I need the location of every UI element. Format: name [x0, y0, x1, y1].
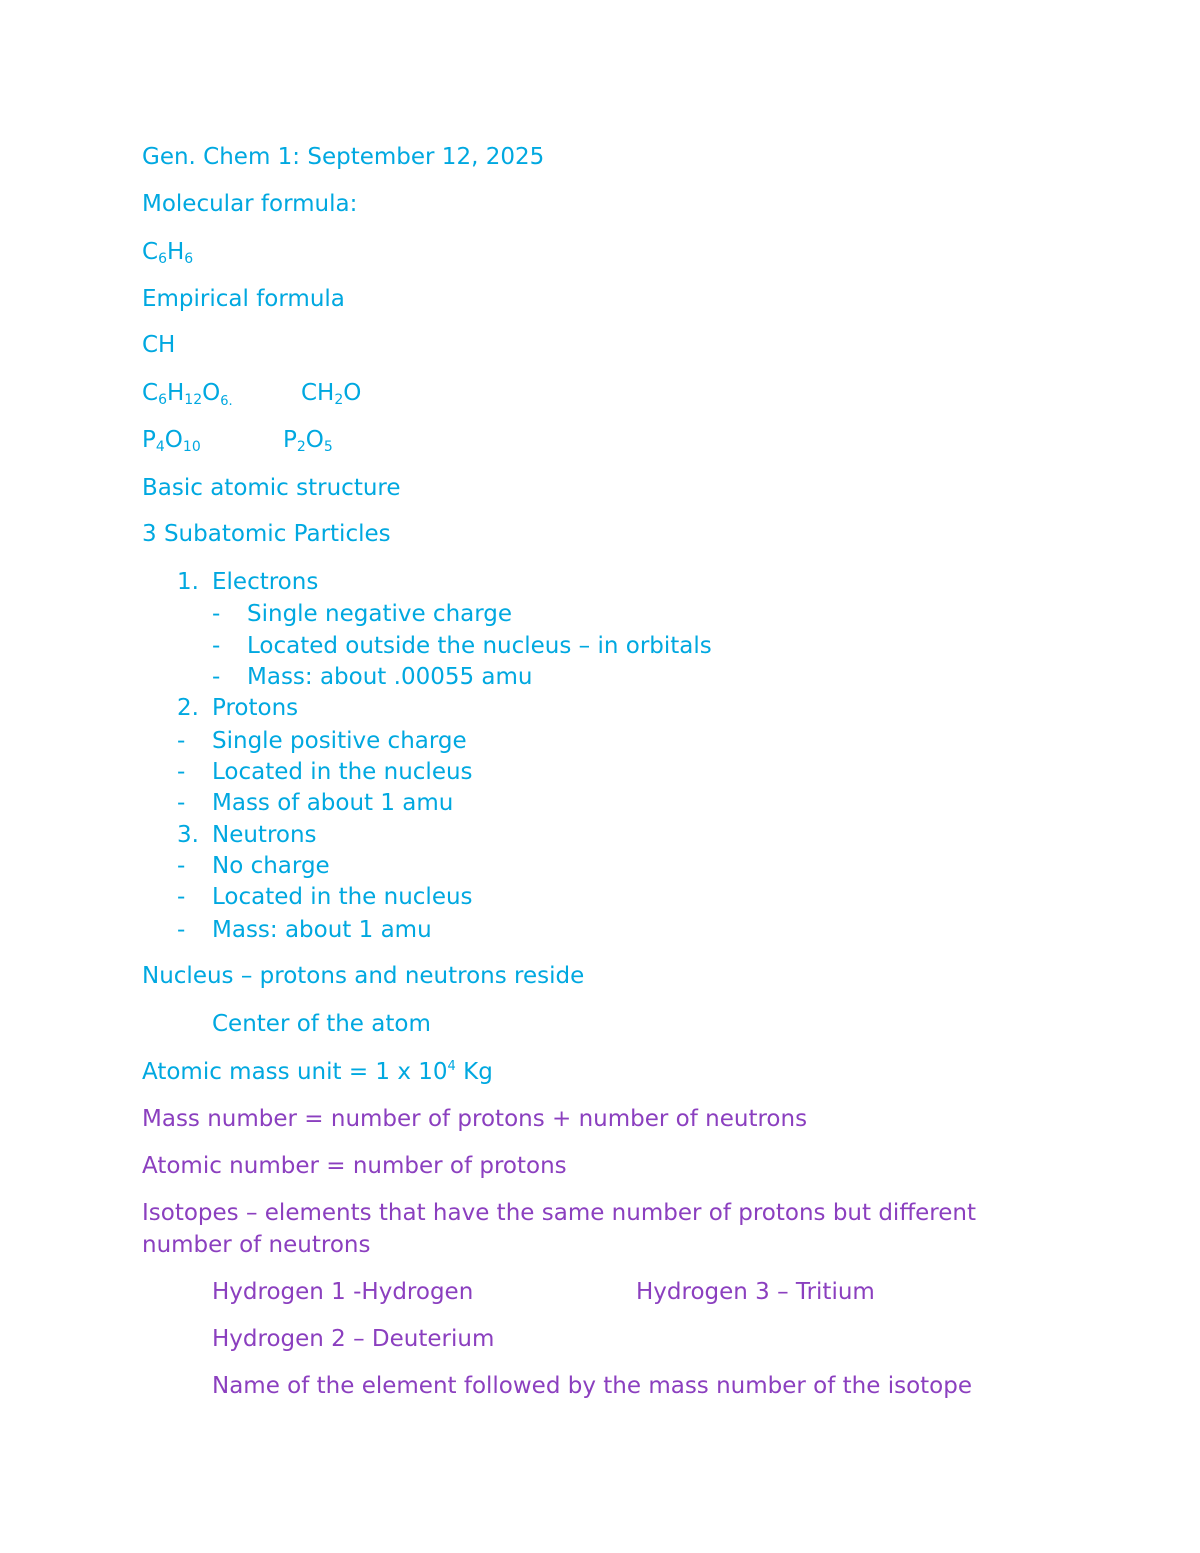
p4o10-formula: $P_4O_{10}$	[142, 427, 201, 455]
bullet-marker: -	[212, 601, 221, 627]
list-item-protons: Protons	[212, 695, 299, 721]
subatomic-heading: 3 Subatomic Particles	[142, 521, 391, 547]
electron-bullet: Mass: about .00055 amu	[247, 664, 533, 690]
benzene-formula: $C_6H_6$	[142, 239, 194, 267]
page-title: Gen. Chem 1: September 12, 2025	[142, 144, 545, 170]
bullet-marker: -	[177, 853, 186, 879]
bullet-marker: -	[212, 633, 221, 659]
neutron-bullet: Mass: about 1 amu	[212, 917, 432, 943]
bullet-marker: -	[177, 790, 186, 816]
atomic-number-line: Atomic number = number of protons	[142, 1153, 567, 1179]
hydrogen-2-line: Hydrogen 2 – Deuterium	[212, 1326, 495, 1352]
glucose-formula: $C_6H_{12}O_{6.}$	[142, 380, 233, 409]
list-item-electrons: Electrons	[212, 569, 319, 595]
nucleus-line: Nucleus – protons and neutrons reside	[142, 963, 585, 989]
list-item-number: 1.	[177, 569, 199, 595]
bullet-marker: -	[177, 884, 186, 910]
list-item-number: 3.	[177, 822, 199, 848]
basic-structure-heading: Basic atomic structure	[142, 475, 401, 501]
hydrogen-1-line: Hydrogen 1 -Hydrogen	[212, 1279, 474, 1305]
list-item-number: 2.	[177, 695, 199, 721]
proton-bullet: Mass of about 1 amu	[212, 790, 454, 816]
molecular-formula-heading: Molecular formula:	[142, 191, 358, 217]
neutron-bullet: Located in the nucleus	[212, 884, 473, 910]
glucose-empirical-formula: $CH_2O$	[301, 380, 362, 408]
hydrogen-3-line: Hydrogen 3 – Tritium	[636, 1279, 875, 1305]
mass-number-line: Mass number = number of protons + number of neutrons	[142, 1106, 808, 1132]
electron-bullet: Located outside the nucleus – in orbitals	[247, 633, 712, 659]
bullet-marker: -	[177, 917, 186, 943]
amu-line: Atomic mass unit = 1 x $10^4$ Kg	[142, 1059, 493, 1085]
list-item-neutrons: Neutrons	[212, 822, 317, 848]
empirical-formula-heading: Empirical formula	[142, 286, 345, 312]
ch-formula: CH	[142, 332, 176, 358]
p2o5-formula: $P_2O_5$	[283, 427, 333, 455]
isotopes-line-2: number of neutrons	[142, 1232, 371, 1258]
isotopes-line-1: Isotopes – elements that have the same number of protons but different	[142, 1200, 977, 1226]
electron-bullet: Single negative charge	[247, 601, 513, 627]
center-line: Center of the atom	[212, 1011, 431, 1037]
isotope-naming-line: Name of the element followed by the mass number of the isotope	[212, 1373, 972, 1399]
proton-bullet: Single positive charge	[212, 728, 467, 754]
bullet-marker: -	[212, 664, 221, 690]
proton-bullet: Located in the nucleus	[212, 759, 473, 785]
bullet-marker: -	[177, 728, 186, 754]
neutron-bullet: No charge	[212, 853, 330, 879]
bullet-marker: -	[177, 759, 186, 785]
